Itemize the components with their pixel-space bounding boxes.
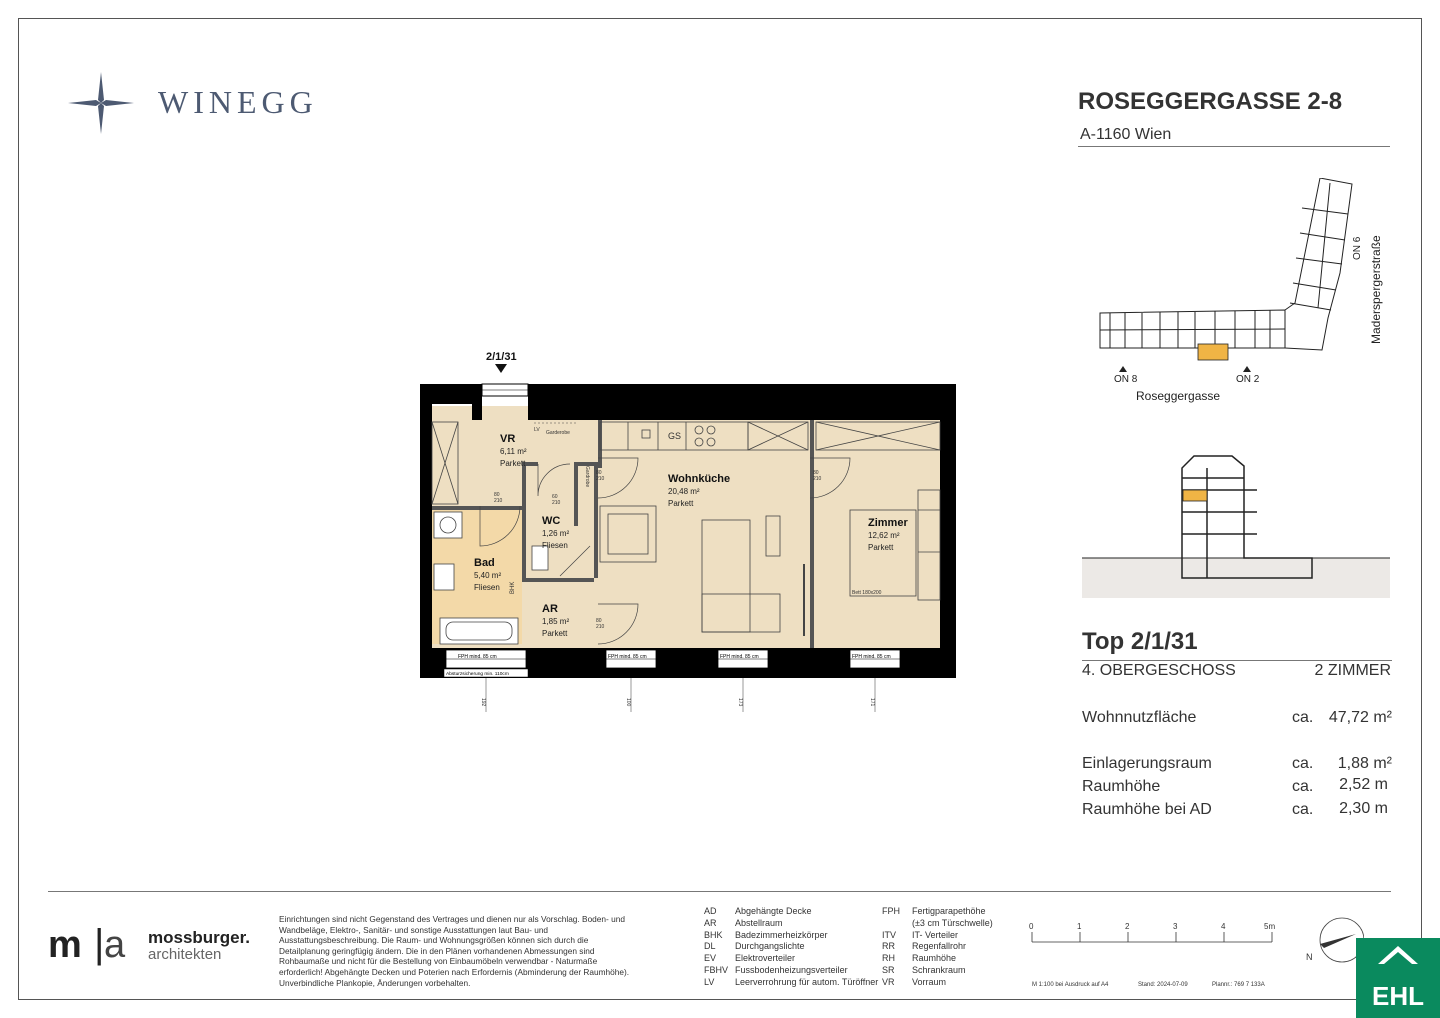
window-fph-4: FPH mind. 85 cm xyxy=(852,654,891,660)
legend-item: RR Regenfallrohr xyxy=(882,941,967,952)
legend-item: ITV IT- Verteiler xyxy=(882,929,959,940)
site-on8-label: ON 8 xyxy=(1114,374,1138,385)
door-wc-h: 210 xyxy=(552,500,561,506)
window-absturz-label: Absturzsicherung min. 110cm xyxy=(446,672,509,677)
window-fph-2: FPH mind. 85 cm xyxy=(608,654,647,660)
scale-tick-5: 5m xyxy=(1264,922,1276,931)
scale-tick-2: 2 xyxy=(1125,922,1130,931)
plan-lv-label: LV xyxy=(534,427,540,433)
north-arrow-icon xyxy=(1304,914,1364,964)
room-zimmer-area: 12,62 m² xyxy=(868,531,900,540)
room-wohnkueche-name: Wohnküche xyxy=(668,473,731,485)
brand-logo: WINEGG xyxy=(158,84,318,120)
door-ar-w: 80 xyxy=(596,618,602,624)
window-dim-3: 173 xyxy=(737,698,743,707)
north-label: N xyxy=(1306,952,1313,962)
scale-tick-0: 0 xyxy=(1029,922,1034,931)
fact-label-1: Einlagerungsraum xyxy=(1082,755,1212,772)
window-dim-2: 100 xyxy=(625,698,631,707)
project-street: ROSEGGERGASSE 2-8 xyxy=(1078,88,1343,115)
fact-ca-2: ca. xyxy=(1292,778,1314,795)
legend-item: LV Leerverrohrung für autom. Türöffner xyxy=(704,976,879,987)
fact-ca-3: ca. xyxy=(1292,801,1314,818)
room-ar-floor: Parkett xyxy=(542,629,568,638)
legend-item: (±3 cm Türschwelle) xyxy=(912,917,993,928)
legend-item: EV Elektroverteiler xyxy=(704,953,796,964)
site-on2-label: ON 2 xyxy=(1236,374,1260,385)
building-section xyxy=(1082,448,1392,600)
room-wohnkueche-floor: Parkett xyxy=(668,499,694,508)
room-vr-area: 6,11 m² xyxy=(500,447,527,456)
compass-star-logo-icon xyxy=(66,70,136,136)
fact-label-2: Raumhöhe xyxy=(1082,778,1161,795)
room-vr-floor: Parkett xyxy=(500,459,526,468)
architect-subtitle: architekten xyxy=(148,946,222,963)
architect-name: mossburger. xyxy=(148,928,251,947)
room-ar-area: 1,85 m² xyxy=(542,617,570,626)
fact-value-2: 2,52 m xyxy=(1339,776,1388,793)
door-zi-h: 210 xyxy=(813,476,822,482)
disclaimer-text: Einrichtungen sind nicht Gegenstand des Vertrages und dienen nur als Vorschlag. Boden- und Wandbeläge, Elektro-, Sanitär- und sonstige Ausstattungen laut Bau- und Ausstattungsbeschreibung. Die Raum- und Wohnungsgrößen können sich durch die Detailplanung geringfügig ändern. Die in den Plänen vorhandenen Abmessungen sind Rohbaumaße und nicht für die Bestellung von Einbaumöbeln verwendbar - Naturmaße erforderlich! Abgehängte Decken und Poterien nach Erfordernis (Abminderung der Raumhöhe). Unverbindliche Plankopie, Änderungen vorbehalten. xyxy=(279,914,630,988)
fact-value-0: 47,72 m² xyxy=(1328,709,1392,726)
ehl-logo-text: EHL xyxy=(1372,981,1424,1011)
scale-tick-3: 3 xyxy=(1173,922,1178,931)
door-wc-w: 60 xyxy=(552,494,558,500)
door-vr-w: 80 xyxy=(494,492,500,498)
unit-title: Top 2/1/31 xyxy=(1082,628,1198,655)
scale-bar xyxy=(1026,916,1286,992)
scale-stand: Stand: 2024-07-09 xyxy=(1138,982,1188,988)
legend-item: SR Schrankraum xyxy=(882,964,966,975)
architect-separator: | xyxy=(94,922,105,966)
architect-mark: m xyxy=(48,924,82,966)
room-wc-floor: Fliesen xyxy=(542,541,568,550)
fact-value-3: 2,30 m xyxy=(1339,800,1388,817)
door-vr-h: 210 xyxy=(494,498,503,504)
fact-ca-0: ca. xyxy=(1292,709,1314,726)
site-on6-label: ON 6 xyxy=(1352,236,1363,260)
legend-item: AR Abstellraum xyxy=(704,917,783,928)
room-wohnkueche-area: 20,48 m² xyxy=(668,487,700,496)
room-bad-floor: Fliesen xyxy=(474,583,500,592)
site-plan xyxy=(1090,178,1400,408)
site-street-right: Maderspergerstraße xyxy=(1369,235,1383,344)
scale-tick-1: 1 xyxy=(1077,922,1082,931)
room-bad-name: Bad xyxy=(474,557,495,569)
fact-label-3: Raumhöhe bei AD xyxy=(1082,801,1212,818)
scale-plannr: Plannr.: 769 7 133A xyxy=(1212,982,1265,988)
legend-item: BHK Badezimmerheizkörper xyxy=(704,929,828,940)
legend-item: VR Vorraum xyxy=(882,976,947,987)
legend-left xyxy=(704,906,878,989)
fact-label-0: Wohnnutzfläche xyxy=(1082,709,1197,726)
ehl-logo xyxy=(1356,938,1440,1018)
plan-gs-label: GS xyxy=(668,431,682,441)
fact-value-1: 1,88 m² xyxy=(1337,755,1392,772)
legend-item: RH Raumhöhe xyxy=(882,953,957,964)
legend-item: DL Durchgangslichte xyxy=(704,941,805,952)
room-bad-area: 5,40 m² xyxy=(474,571,502,580)
door-zi-w: 80 xyxy=(813,470,819,476)
plan-gardrobe-label: Gardrobe xyxy=(584,466,590,488)
architect-mark-2: a xyxy=(104,924,126,966)
window-fph-1: FPH mind. 85 cm xyxy=(458,654,497,660)
unit-floor: 4. OBERGESCHOSS xyxy=(1082,662,1236,679)
legend-right xyxy=(882,906,993,989)
window-fph-3: FPH mind. 85 cm xyxy=(720,654,759,660)
plan-bed-label: Bett 180x200 xyxy=(852,590,882,596)
fact-ca-1: ca. xyxy=(1292,755,1314,772)
room-vr-name: VR xyxy=(500,433,516,445)
legend-item: AD Abgehängte Decke xyxy=(704,906,812,916)
room-wc-name: WC xyxy=(542,515,561,527)
legend-item: FBHV Fussbodenheizungsverteiler xyxy=(704,964,848,975)
project-city: A-1160 Wien xyxy=(1080,126,1172,143)
floor-plan xyxy=(410,346,970,716)
unit-marker: 2/1/31 xyxy=(486,351,517,363)
scale-tick-4: 4 xyxy=(1221,922,1226,931)
room-ar-name: AR xyxy=(542,603,558,615)
house-icon xyxy=(1376,944,1420,970)
room-zimmer-floor: Parkett xyxy=(868,543,894,552)
door-wk-w: 80 xyxy=(596,470,602,476)
header-divider xyxy=(1078,146,1390,147)
room-zimmer-name: Zimmer xyxy=(868,517,908,529)
scale-note: M 1:100 bei Ausdruck auf A4 xyxy=(1032,982,1109,988)
door-wk-h: 210 xyxy=(596,476,605,482)
window-dim-1: 192 xyxy=(480,698,486,707)
site-street-bottom: Roseggergasse xyxy=(1136,389,1221,403)
unit-divider xyxy=(1082,660,1392,661)
legend-item: FPH Fertigparapethöhe xyxy=(882,906,986,916)
window-dim-4: 171 xyxy=(869,698,875,707)
plan-garderobe-label: Garderobe xyxy=(546,430,570,436)
plan-bhk-label: BHK xyxy=(510,581,516,594)
room-wc-area: 1,26 m² xyxy=(542,529,570,538)
door-ar-h: 210 xyxy=(596,624,605,630)
footer-divider xyxy=(48,891,1391,892)
unit-rooms: 2 ZIMMER xyxy=(1314,662,1391,679)
